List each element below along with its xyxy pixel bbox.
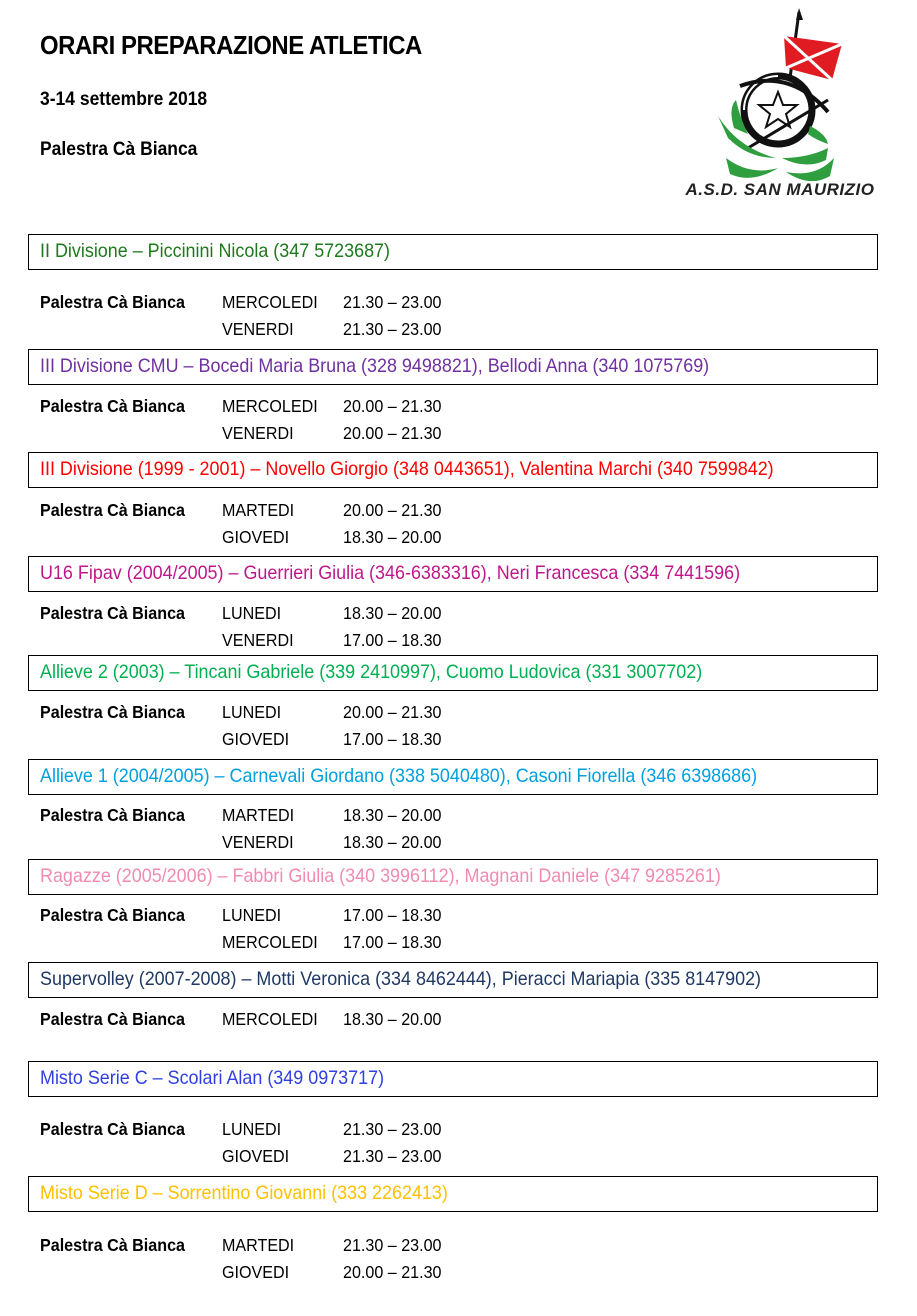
session-row [0, 423, 917, 450]
session-day: MERCOLEDI [222, 292, 318, 312]
session-time: 21.30 – 23.00 [343, 319, 442, 339]
team-label: Allieve 1 (2004/2005) – Carnevali Giordano (338 5040480), Casoni Fiorella (346 6398686) [40, 765, 758, 787]
session-day: VENERDI [222, 630, 294, 650]
session-time: 18.30 – 20.00 [343, 527, 442, 547]
session-time: 21.30 – 23.00 [343, 292, 442, 312]
session-row [0, 1146, 917, 1173]
session-day: VENERDI [222, 423, 294, 443]
team-header [28, 759, 878, 795]
session-venue: Palestra Cà Bianca [40, 603, 185, 623]
session-time: 21.30 – 23.00 [343, 1235, 442, 1255]
team-header [28, 1176, 878, 1212]
session-time: 18.30 – 20.00 [343, 832, 442, 852]
session-row [0, 527, 917, 554]
team-label: III Divisione (1999 - 2001) – Novello Giorgio (348 0443651), Valentina Marchi (340 7599842) [40, 458, 774, 480]
session-venue: Palestra Cà Bianca [40, 702, 185, 722]
session-row [0, 500, 917, 527]
session-day: LUNEDI [222, 702, 282, 722]
logo-pole-tip [796, 8, 803, 20]
club-logo [678, 8, 882, 208]
session-day: LUNEDI [222, 603, 282, 623]
team-header [28, 349, 878, 385]
session-venue: Palestra Cà Bianca [40, 292, 185, 312]
session-day: MERCOLEDI [222, 1009, 318, 1029]
session-time: 17.00 – 18.30 [343, 630, 442, 650]
session-venue: Palestra Cà Bianca [40, 396, 185, 416]
session-row [0, 319, 917, 346]
session-row [0, 805, 917, 832]
team-header [28, 452, 878, 488]
session-row [0, 905, 917, 932]
logo-leaves-right [782, 148, 828, 165]
session-venue: Palestra Cà Bianca [40, 1235, 185, 1255]
session-row [0, 729, 917, 756]
session-day: MERCOLEDI [222, 932, 318, 952]
session-venue: Palestra Cà Bianca [40, 805, 185, 825]
session-day: GIOVEDI [222, 1262, 290, 1282]
session-time: 21.30 – 23.00 [343, 1119, 442, 1139]
team-header [28, 556, 878, 592]
session-venue: Palestra Cà Bianca [40, 1119, 185, 1139]
team-header [28, 234, 878, 270]
session-day: LUNEDI [222, 905, 282, 925]
session-day: MERCOLEDI [222, 396, 318, 416]
club-name: A.S.D. SAN MAURIZIO [685, 180, 875, 199]
session-row [0, 1119, 917, 1146]
session-venue: Palestra Cà Bianca [40, 905, 185, 925]
session-row [0, 603, 917, 630]
session-venue: Palestra Cà Bianca [40, 1009, 185, 1029]
session-time: 20.00 – 21.30 [343, 702, 442, 722]
session-row [0, 630, 917, 657]
session-time: 20.00 – 21.30 [343, 423, 442, 443]
session-day: MARTEDI [222, 500, 295, 520]
venue-heading: Palestra Cà Bianca [40, 139, 198, 160]
team-label: Supervolley (2007-2008) – Motti Veronica (334 8462444), Pieracci Mariapia (335 8147902) [40, 968, 762, 990]
session-day: GIOVEDI [222, 1146, 290, 1166]
session-day: VENERDI [222, 832, 294, 852]
session-time: 17.00 – 18.30 [343, 729, 442, 749]
session-day: MARTEDI [222, 1235, 295, 1255]
session-time: 18.30 – 20.00 [343, 805, 442, 825]
session-day: GIOVEDI [222, 729, 290, 749]
session-time: 20.00 – 21.30 [343, 396, 442, 416]
session-time: 17.00 – 18.30 [343, 932, 442, 952]
session-day: LUNEDI [222, 1119, 282, 1139]
session-row [0, 832, 917, 859]
team-label: Allieve 2 (2003) – Tincani Gabriele (339 2410997), Cuomo Ludovica (331 3007702) [40, 661, 703, 683]
session-time: 20.00 – 21.30 [343, 500, 442, 520]
session-time: 21.30 – 23.00 [343, 1146, 442, 1166]
session-row [0, 932, 917, 959]
team-label: Misto Serie C – Scolari Alan (349 0973717) [40, 1067, 385, 1089]
team-header [28, 962, 878, 998]
team-label: Misto Serie D – Sorrentino Giovanni (333 2262413) [40, 1182, 448, 1204]
team-header [28, 859, 878, 895]
team-header [28, 655, 878, 691]
date-range: 3-14 settembre 2018 [40, 89, 208, 110]
session-time: 18.30 – 20.00 [343, 1009, 442, 1029]
team-label: Ragazze (2005/2006) – Fabbri Giulia (340 3996112), Magnani Daniele (347 9285261) [40, 865, 721, 887]
session-time: 18.30 – 20.00 [343, 603, 442, 623]
team-label: II Divisione – Piccinini Nicola (347 5723687) [40, 240, 391, 262]
session-day: GIOVEDI [222, 527, 290, 547]
team-header [28, 1061, 878, 1097]
session-day: MARTEDI [222, 805, 295, 825]
session-row [0, 1235, 917, 1262]
session-row [0, 292, 917, 319]
session-time: 17.00 – 18.30 [343, 905, 442, 925]
page-title: ORARI PREPARAZIONE ATLETICA [40, 30, 422, 60]
team-label: U16 Fipav (2004/2005) – Guerrieri Giulia (346-6383316), Neri Francesca (334 7441596) [40, 562, 741, 584]
session-row [0, 1262, 917, 1289]
session-day: VENERDI [222, 319, 294, 339]
session-venue: Palestra Cà Bianca [40, 500, 185, 520]
session-row [0, 702, 917, 729]
session-row [0, 396, 917, 423]
session-time: 20.00 – 21.30 [343, 1262, 442, 1282]
team-label: III Divisione CMU – Bocedi Maria Bruna (328 9498821), Bellodi Anna (340 1075769) [40, 355, 710, 377]
session-row [0, 1009, 917, 1036]
